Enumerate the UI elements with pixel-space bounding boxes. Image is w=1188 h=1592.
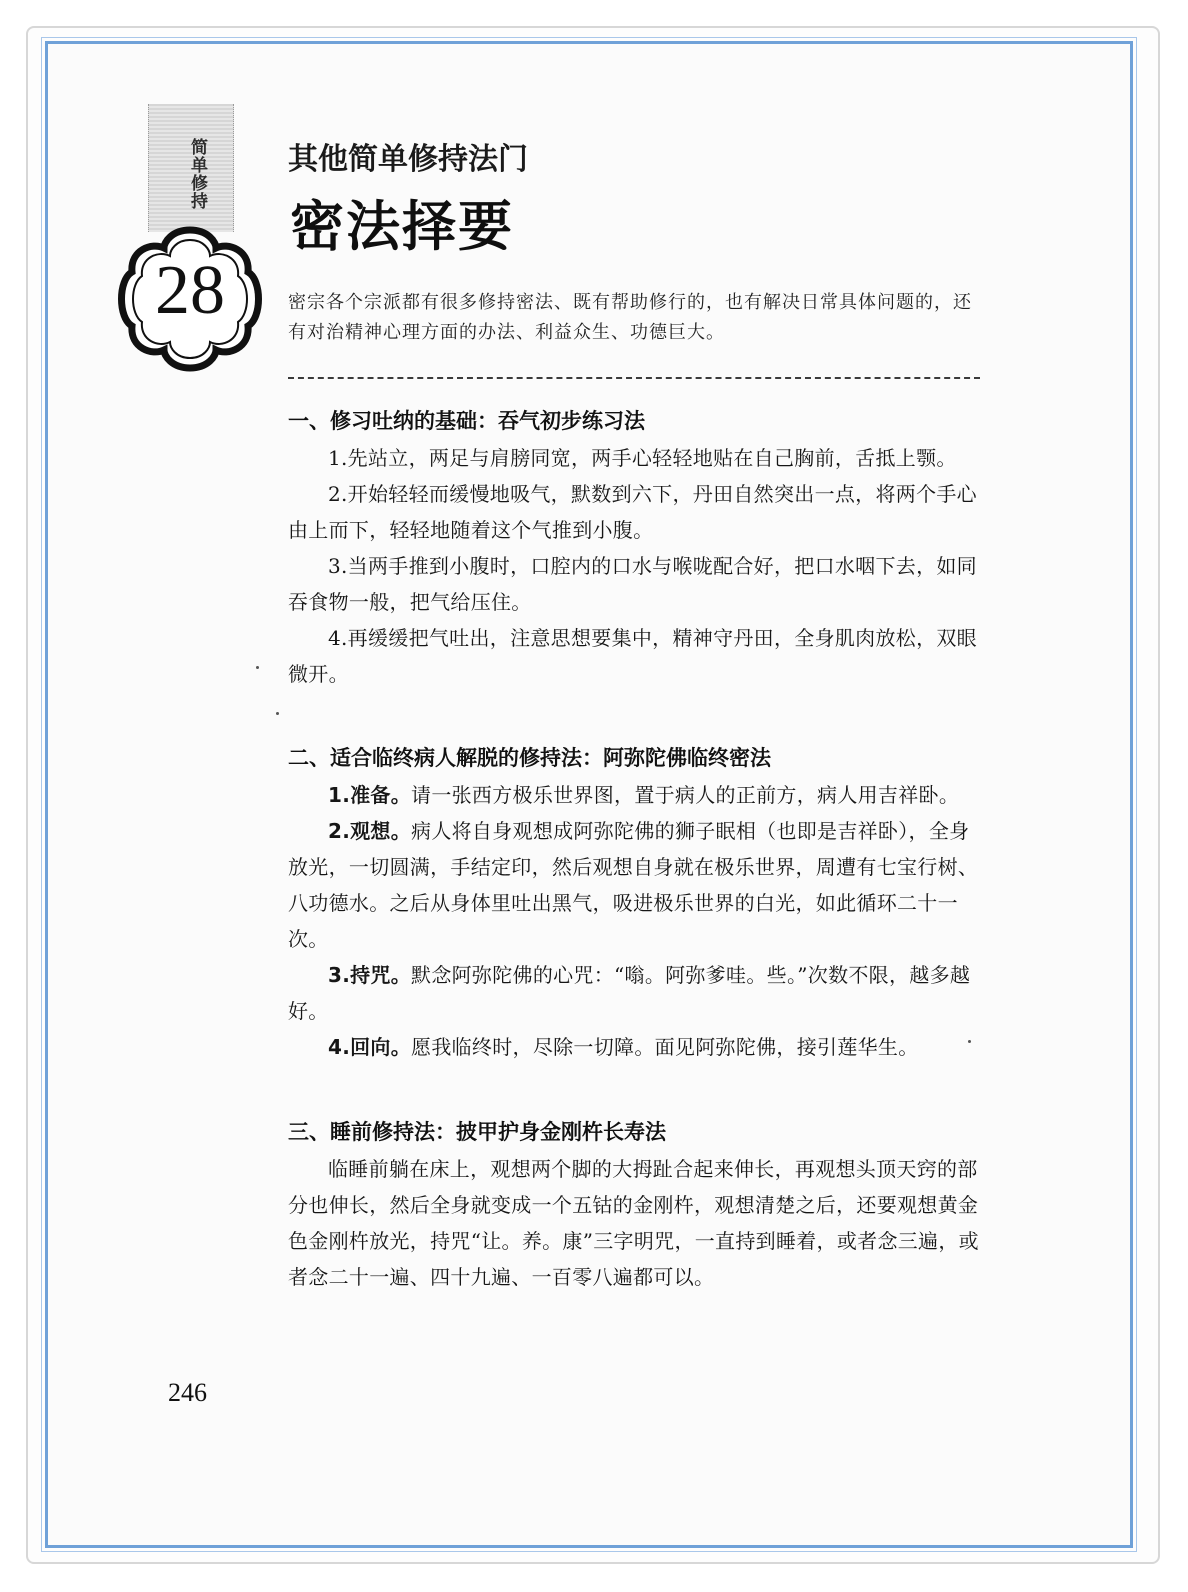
step-paragraph: [288, 777, 980, 813]
step-paragraph: [288, 957, 980, 1029]
step-paragraph: [288, 813, 980, 957]
section-heading: 二、适合临终病人解脱的修持法：阿弥陀佛临终密法: [288, 746, 771, 770]
page-title: 密法择要: [290, 194, 514, 258]
section-heading: 三、睡前修持法：披甲护身金刚杵长寿法: [288, 1120, 666, 1144]
side-tab-label: 简单修持: [187, 138, 207, 210]
intro-paragraph: 密宗各个宗派都有很多修持密法、既有帮助修行的，也有解决日常具体问题的，还有对治精神心理方面的办法、利益众生、功德巨大。: [288, 292, 972, 343]
step-label: 2.观想。: [328, 819, 412, 843]
scan-speck: [276, 712, 279, 715]
chapter-number: 28: [155, 252, 225, 329]
section-3: [288, 1119, 980, 1295]
scan-speck: [968, 1040, 971, 1043]
section-heading: 一、修习吐纳的基础：吞气初步练习法: [288, 409, 645, 433]
step-label: 4.回向。: [328, 1035, 412, 1059]
section-2: [288, 745, 980, 1065]
step-paragraph: 3.当两手推到小腹时，口腔内的口水与喉咙配合好，把口水咽下去，如同吞食物一般，把气给压住。: [288, 554, 977, 614]
step-label: 3.持咒。: [328, 963, 412, 987]
step-text: 请一张西方极乐世界图，置于病人的正前方，病人用吉祥卧。: [411, 783, 960, 807]
step-paragraph: 2.开始轻轻而缓慢地吸气，默数到六下，丹田自然突出一点，将两个手心由上而下，轻轻地随着这个气推到小腹。: [288, 482, 977, 542]
step-text: 病人将自身观想成阿弥陀佛的狮子眠相（也即是吉祥卧），全身放光，一切圆满，手结定印，然后观想自身就在极乐世界，周遭有七宝行树、八功德水。之后从身体里吐出黑气，吸进极乐世界的白光，如此循环二十一次。: [288, 819, 979, 951]
step-label: 1.准备。: [328, 783, 412, 807]
body-paragraph: 临睡前躺在床上，观想两个脚的大拇趾合起来伸长，再观想头顶天窍的部分也伸长，然后全身就变成一个五钴的金刚杵，观想清楚之后，还要观想黄金色金刚杵放光，持咒“让。养。康”三字明咒，一直持到睡着，或者念三遍，或者念二十一遍、四十九遍、一百零八遍都可以。: [288, 1157, 979, 1289]
step-text: 愿我临终时，尽除一切障。面见阿弥陀佛，接引莲华生。: [411, 1035, 919, 1059]
step-text: 默念阿弥陀佛的心咒：“嗡。阿弥爹哇。些。”次数不限，越多越好。: [288, 963, 971, 1023]
divider: [288, 377, 980, 379]
step-paragraph: 1.先站立，两足与肩膀同宽，两手心轻轻地贴在自己胸前，舌抵上颚。: [328, 446, 957, 470]
section-label: 其他简单修持法门: [288, 142, 528, 177]
page-number: 246: [168, 1378, 207, 1407]
section-1: [288, 408, 980, 692]
step-paragraph: 4.再缓缓把气吐出，注意思想要集中，精神守丹田，全身肌肉放松，双眼微开。: [288, 626, 977, 686]
step-paragraph: [288, 1029, 980, 1065]
scan-speck: [256, 666, 259, 669]
